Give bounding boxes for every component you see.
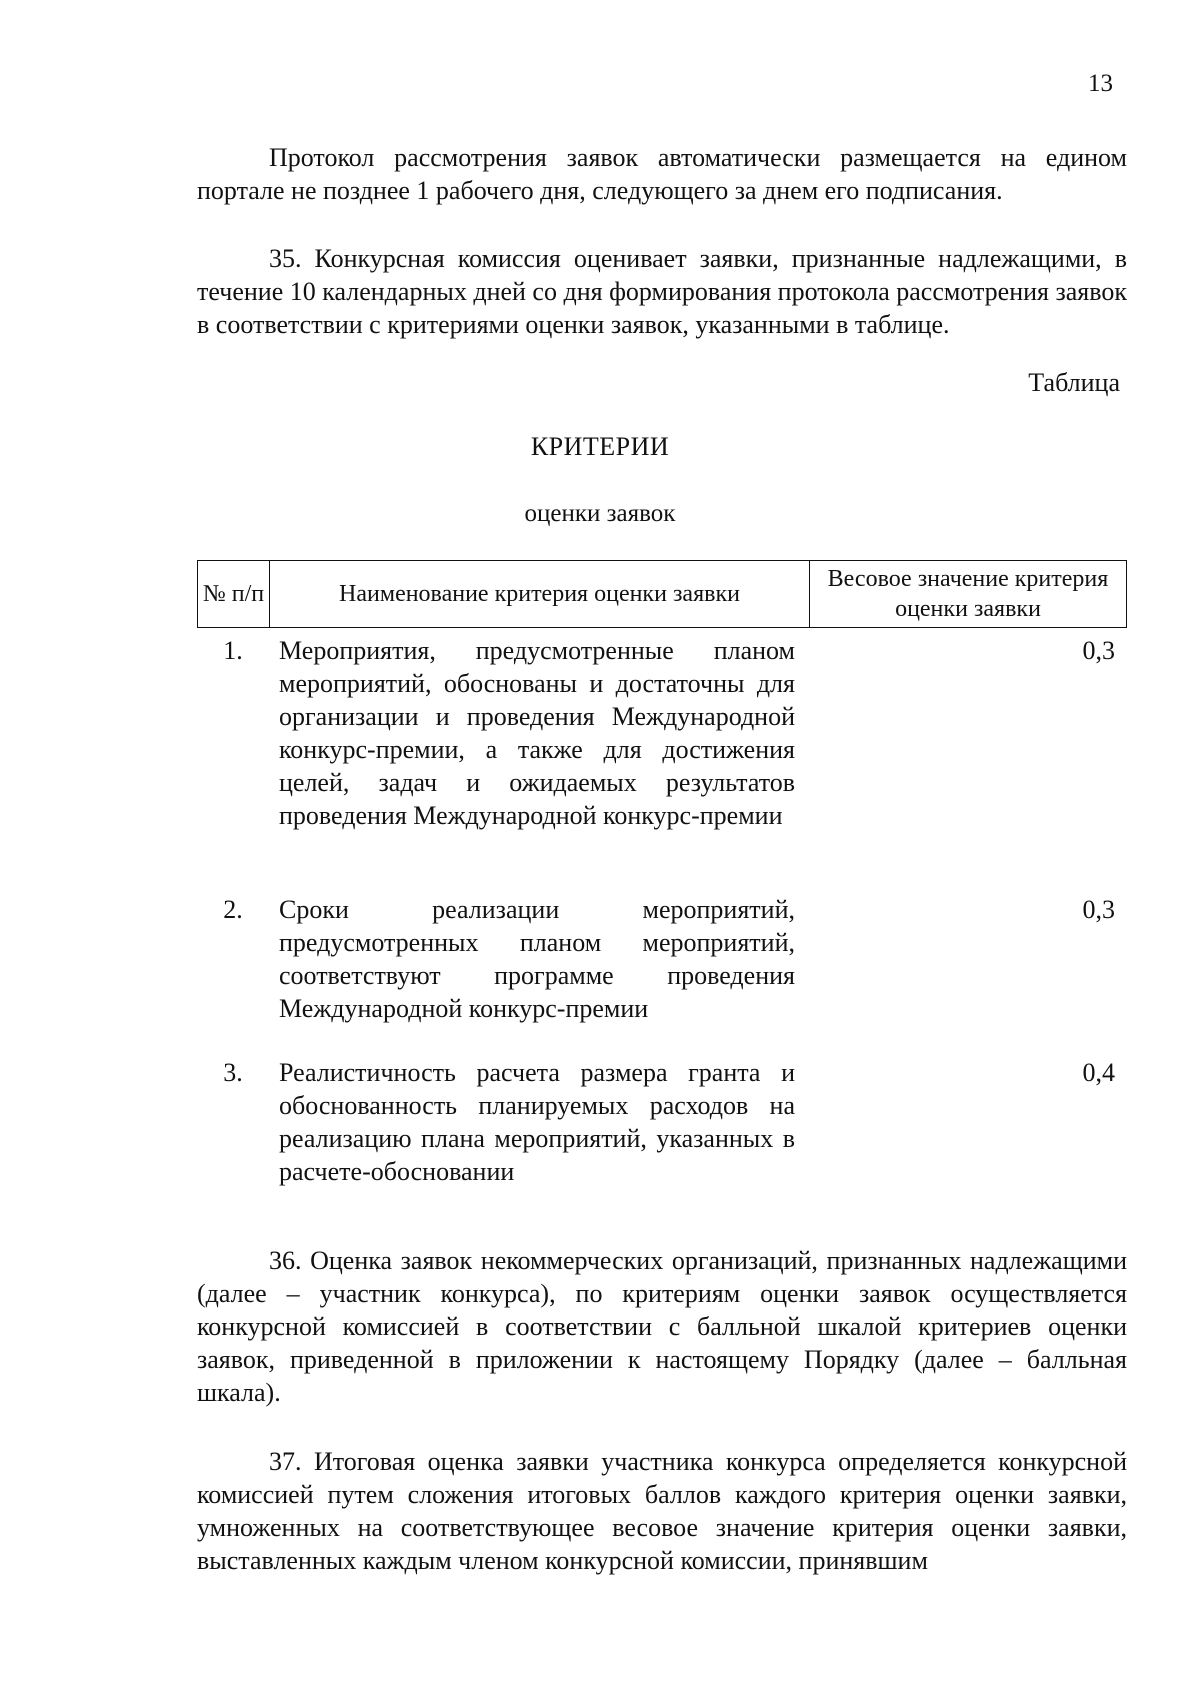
paragraph-36: 36. Оценка заявок некоммерческих организаций, признанных надлежащими (далее – участник конкурса), по критериям оценки заявок осуществляется конкурсной комиссией в соответствии с балльной шкалой критериев оценки заявок, приведенной в приложении к настоящему Порядку (далее – балльная шкала). xyxy=(197,1246,1127,1407)
paragraph-37: 37. Итоговая оценка заявки участника конкурса определяется конкурсной комиссией путем сложения итоговых баллов каждого критерия оценки заявки, умноженных на соответствующее весовое значение критерия оценки заявки, выставленных каждым членом конкурсной комиссии, принявшим xyxy=(197,1447,1127,1575)
header-weight: Весовое значение критерия оценки заявки xyxy=(827,566,1109,622)
table-row xyxy=(197,1056,1127,1188)
row-weight: 0,3 xyxy=(1082,636,1115,665)
row-weight: 0,3 xyxy=(1082,895,1115,924)
table-row xyxy=(197,634,1127,832)
table-row xyxy=(197,893,1127,1025)
criteria-table-header xyxy=(197,560,1127,628)
table-subtitle: оценки заявок xyxy=(524,500,676,527)
page-number: 13 xyxy=(1088,70,1113,97)
row-number: 1. xyxy=(223,636,243,665)
row-criterion: Мероприятия, предусмотренные планом мероприятий, обоснованы и достаточны для организации и проведения Международной конкурс-премии, а также для достижения целей, задач и ожидаемых результатов проведения Международной конкурс-премии xyxy=(279,636,795,830)
row-criterion: Реалистичность расчета размера гранта и обоснованность планируемых расходов на реализацию плана мероприятий, указанных в расчете-обосновании xyxy=(279,1058,795,1186)
header-number: № п/п xyxy=(198,561,270,627)
row-number: 2. xyxy=(223,895,243,924)
header-criterion-name: Наименование критерия оценки заявки xyxy=(270,561,810,627)
row-weight: 0,4 xyxy=(1082,1058,1115,1087)
row-number: 3. xyxy=(223,1058,243,1087)
row-criterion: Сроки реализации мероприятий, предусмотренных планом мероприятий, соответствуют программе проведения Международной конкурс-премии xyxy=(279,895,795,1023)
table-title: КРИТЕРИИ xyxy=(530,432,670,461)
table-label: Таблица xyxy=(1028,368,1120,397)
paragraph-35: 35. Конкурсная комиссия оценивает заявки, признанные надлежащими, в течение 10 календарных дней со дня формирования протокола рассмотрения заявок в соответствии с критериями оценки заявок, указанными в таблице. xyxy=(197,244,1127,339)
paragraph-protocol: Протокол рассмотрения заявок автоматически размещается на едином портале не позднее 1 рабочего дня, следующего за днем его подписания. xyxy=(197,143,1127,205)
